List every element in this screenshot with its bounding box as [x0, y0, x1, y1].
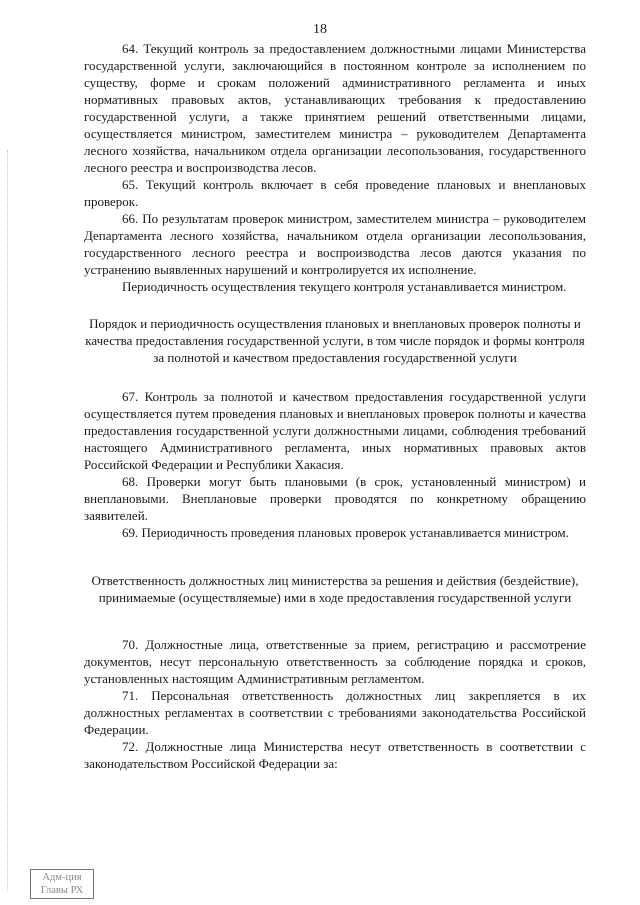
paragraph-65: 65. Текущий контроль включает в себя проведение плановых и внеплановых проверок. — [84, 177, 586, 209]
paragraph-68: 68. Проверки могут быть плановыми (в срок, установленный министром) и внеплановыми. Внеплановые проверки проводятся по конкретному обращению заявителей. — [84, 474, 586, 523]
registration-stamp — [30, 869, 94, 899]
stamp-line-1: Адм-ция — [42, 872, 82, 883]
paragraph-64: 64. Текущий контроль за предоставлением должностными лицами Министерства государственной услуги, заключающийся в постоянном контроле за исполнением по существу, форме и срокам положений административного регламента и иных нормативных правовых актов, устанавливающих требования к предоставлению государственной услуги, а также принятием решений ответственными лицами, осуществляется министром, заместителем министра – руководителем Департамента лесного хозяйства, начальником отдела организации лесопользования, государственного лесного реестра и воспроизводства лесов. — [84, 41, 586, 175]
paragraph-70: 70. Должностные лица, ответственные за прием, регистрацию и рассмотрение документов, несут персональную ответственность за соблюдение порядка и сроков, установленных настоящим Административным регламентом. — [84, 637, 586, 686]
paragraph-71: 71. Персональная ответственность должностных лиц закрепляется в их должностных регламентах в соответствии с требованиями законодательства Российской Федерации. — [84, 688, 586, 737]
page-number: 18 — [313, 22, 327, 37]
paragraph-66: 66. По результатам проверок министром, заместителем министра – руководителем Департамента лесного хозяйства, начальником отдела организации лесопользования, государственного лесного реестра и воспроизводства лесов даются указания по устранению выявленных нарушений и контролируется их исполнение. — [84, 211, 586, 277]
paragraph-72: 72. Должностные лица Министерства несут ответственность в соответствии с законодательством Российской Федерации за: — [84, 739, 586, 771]
section-heading-inspections: Порядок и периодичность осуществления плановых и внеплановых проверок полноты и качества предоставления государственной услуги, в том числе порядок и формы контроля за полнотой и качеством предоставления государственной услуги — [85, 316, 585, 365]
stamp-line-2: Главы РХ — [40, 885, 84, 896]
section-heading-responsibility: Ответственность должностных лиц министерства за решения и действия (бездействие), принимаемые (осуществляемые) ими в ходе предоставления государственной услуги — [91, 573, 579, 605]
paragraph-69: 69. Периодичность проведения плановых проверок устанавливается министром. — [122, 525, 569, 540]
scan-margin-line — [7, 150, 9, 890]
paragraph-periodicity: Периодичность осуществления текущего контроля устанавливается министром. — [122, 279, 567, 294]
document-body — [84, 40, 586, 772]
paragraph-67: 67. Контроль за полнотой и качеством предоставления государственной услуги осуществляется путем проведения плановых и внеплановых проверок полноты и качества предоставления государственной услуги должностными лицами, соблюдения требований настоящего Административного регламента, иных нормативных правовых актов Российской Федерации и Республики Хакасия. — [84, 389, 586, 472]
